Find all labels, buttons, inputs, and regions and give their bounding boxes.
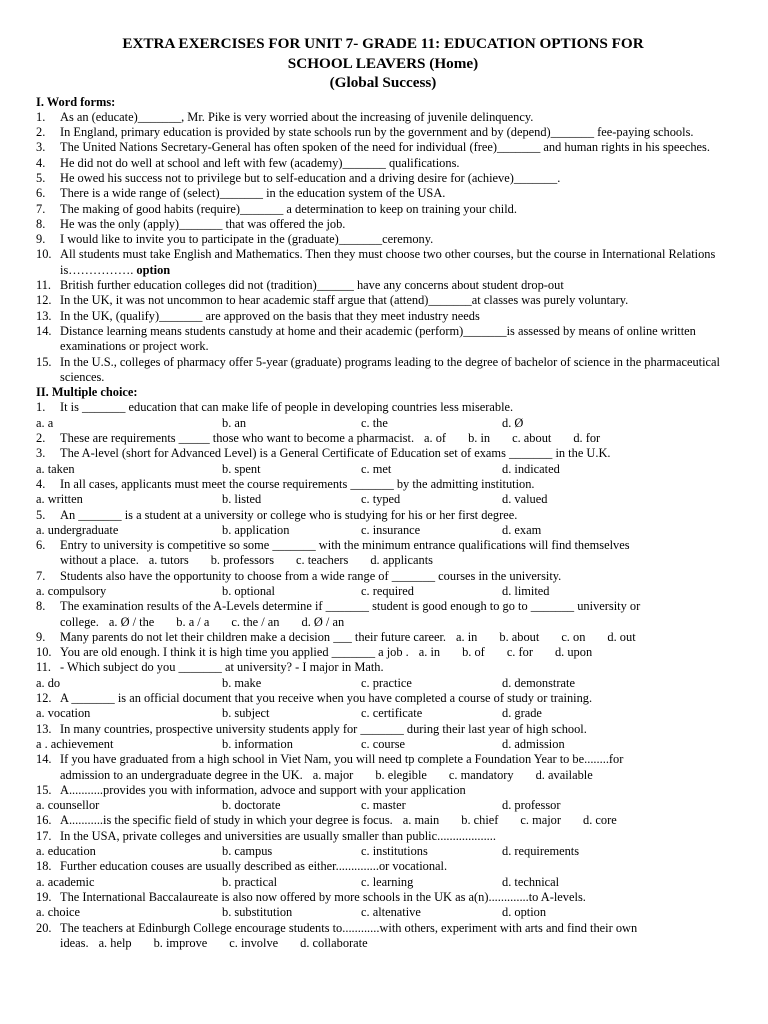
question-text: The A-level (short for Advanced Level) is a General Certificate of Education set of exams _______ in the U.K.: [60, 446, 611, 461]
word-form-question: [36, 171, 730, 186]
mc-question: [36, 890, 730, 905]
answer-option: b. information: [222, 736, 293, 751]
mc-question: [36, 446, 730, 461]
answer-options-row: [36, 676, 730, 691]
answer-option: c. major: [520, 813, 562, 828]
question-text-line: [60, 477, 730, 492]
question-text-line: [60, 752, 730, 767]
question-number: 11.: [36, 660, 52, 675]
question-text: He was the only (apply)_______ that was offered the job.: [60, 216, 346, 231]
question-number: 2.: [36, 431, 46, 446]
question-number: 13.: [36, 721, 52, 736]
question-text-line: [60, 508, 730, 523]
question-text-line: [60, 553, 730, 568]
answer-options-row: [36, 798, 730, 813]
question-text: In the U.S., colleges of pharmacy offer 5-year (graduate) programs leading to the degree of bachelor of science in the pharmaceutical sciences.: [60, 354, 720, 384]
answer-option: d. option: [502, 905, 547, 920]
answer-option: b. chief: [461, 813, 499, 828]
answer-option: a. choice: [36, 905, 81, 920]
answer-option: d. professor: [502, 798, 561, 813]
answer-option: d. technical: [502, 874, 560, 889]
mc-question: [36, 431, 730, 446]
answer-option: d. available: [535, 767, 593, 782]
answer-option: c. on: [561, 629, 586, 644]
question-text: An _______ is a student at a university or college who is studying for his or her first degree.: [60, 507, 518, 522]
question-number: 4.: [36, 155, 46, 170]
word-form-question: [36, 140, 730, 155]
answer-option: d. core: [583, 813, 617, 828]
answer-option: a. tutors: [148, 553, 189, 568]
word-form-question: [36, 247, 730, 278]
mc-question: [36, 645, 730, 660]
answer-option: a . achievement: [36, 736, 114, 751]
answer-option: b. an: [222, 415, 247, 430]
question-text-line: [60, 538, 730, 553]
answer-option: d. upon: [554, 645, 593, 660]
answer-option: d. collaborate: [300, 935, 368, 950]
question-text: The making of good habits (require)_______ a determination to keep on training your child.: [60, 201, 517, 216]
question-number: 10.: [36, 645, 52, 660]
answer-options-row: [36, 844, 730, 859]
question-text-line: [60, 768, 730, 783]
title-line-1: EXTRA EXERCISES FOR UNIT 7- GRADE 11: EDUCATION OPTIONS FOR: [122, 35, 644, 52]
answer-option: c. learning: [361, 874, 414, 889]
question-text: In all cases, applicants must meet the course requirements _______ by the admitting institution.: [60, 476, 535, 491]
question-text-line: [60, 630, 730, 645]
answer-option: b. optional: [222, 584, 275, 598]
multiple-choice-list: [36, 400, 730, 951]
question-text: In the USA, private colleges and universities are usually smaller than public...................: [60, 828, 496, 843]
answer-option: c. typed: [361, 492, 401, 507]
question-text: A _______ is an official document that you receive when you have completed a course of study or training.: [60, 691, 593, 706]
question-number: 6.: [36, 186, 46, 201]
question-text: These are requirements _____ those who want to become a pharmacist.: [60, 431, 415, 446]
question-number: 9.: [36, 629, 46, 644]
answer-option: b. about: [499, 629, 540, 644]
word-form-question: [36, 202, 730, 217]
question-text-line: [60, 691, 730, 706]
answer-option: a. a: [36, 415, 54, 430]
question-text: All students must take English and Mathematics. Then they must choose two other courses, but the course in International Relations is…………….: [60, 247, 716, 277]
mc-question: [36, 569, 730, 584]
question-number: 14.: [36, 323, 52, 338]
mc-question: [36, 477, 730, 492]
answer-hint: option: [136, 262, 171, 277]
answer-option: b. improve: [153, 935, 208, 950]
question-text: He owed his success not to privilege but to self-education and a driving desire for (achieve)_______.: [60, 170, 561, 185]
question-number: 3.: [36, 140, 46, 155]
answer-option: b. spent: [222, 461, 261, 476]
mc-question: [36, 829, 730, 844]
question-number: 11.: [36, 278, 52, 293]
answer-options-row: [36, 462, 730, 477]
question-text: A...........is the specific field of study in which your degree is focus.: [60, 813, 393, 828]
question-number: 6.: [36, 538, 46, 553]
question-text-line: [60, 722, 730, 737]
answer-option: a. written: [36, 492, 83, 507]
mc-question: [36, 630, 730, 645]
answer-option: b. substitution: [222, 905, 293, 920]
answer-option: a. education: [36, 844, 96, 859]
answer-option: a. taken: [36, 461, 75, 476]
answer-option: a. major: [312, 767, 354, 782]
question-text: In the UK, it was not uncommon to hear academic staff argue that (attend)_______at classes was purely voluntary.: [60, 293, 629, 308]
answer-option: c. the / an: [231, 614, 280, 629]
word-form-question: [36, 217, 730, 232]
word-form-question: [36, 278, 730, 293]
answer-option: c. institutions: [361, 844, 428, 859]
question-text: I would like to invite you to participate in the (graduate)_______ceremony.: [60, 232, 434, 247]
question-number: 14.: [36, 752, 52, 767]
question-number: 15.: [36, 782, 52, 797]
mc-question: [36, 752, 730, 783]
answer-option: d. valued: [502, 492, 548, 507]
question-text: There is a wide range of (select)_______ in the education system of the USA.: [60, 186, 446, 201]
title-line-3: (Global Success): [329, 74, 437, 91]
question-number: 7.: [36, 201, 46, 216]
question-text: The teachers at Edinburgh College encourage students to............with others, experiment with arts and find their own: [60, 920, 638, 935]
question-number: 12.: [36, 691, 52, 706]
answer-option: a. compulsory: [36, 584, 107, 598]
answer-option: c. teachers: [296, 553, 349, 568]
question-text: Many parents do not let their children make a decision ___ their future career.: [60, 629, 447, 644]
answer-option: c. course: [361, 736, 406, 751]
answer-option: b. elegible: [375, 767, 427, 782]
mc-question: [36, 691, 730, 706]
question-number: 15.: [36, 354, 52, 369]
question-text: In the UK, (qualify)_______ are approved on the basis that they meet industry needs: [60, 308, 480, 323]
answer-option: d. out: [607, 629, 636, 644]
question-number: 7.: [36, 568, 46, 583]
section-heading-word-forms: I. Word forms:: [36, 94, 116, 109]
mc-question: [36, 813, 730, 828]
mc-question: [36, 599, 730, 630]
answer-option: c. master: [361, 798, 406, 813]
answer-option: b. application: [222, 522, 290, 537]
answer-option: d. demonstrate: [502, 675, 575, 690]
mc-question: [36, 660, 730, 675]
question-text-line: [60, 660, 730, 675]
question-text-line: [60, 431, 730, 446]
answer-option: a. academic: [36, 874, 95, 889]
word-form-question: [36, 293, 730, 308]
question-number: 16.: [36, 813, 52, 828]
answer-option: a. main: [402, 813, 440, 828]
word-form-question: [36, 232, 730, 247]
answer-option: b. professors: [210, 553, 275, 568]
question-text-line: [60, 569, 730, 584]
answer-option: a. help: [98, 935, 132, 950]
question-number: 20.: [36, 920, 52, 935]
mc-question: [36, 859, 730, 874]
question-text-line: [60, 783, 730, 798]
answer-option: d. grade: [502, 706, 542, 721]
question-text-line: [60, 599, 730, 614]
question-number: 1.: [36, 109, 46, 124]
question-text: without a place.: [60, 553, 139, 568]
word-form-question: [36, 125, 730, 140]
question-text-line: [60, 829, 730, 844]
question-text-line: [60, 813, 730, 828]
question-text: In England, primary education is provided by state schools run by the government and by (depend)_______ fee-paying schools.: [60, 125, 694, 140]
answer-option: a. in: [418, 645, 441, 660]
question-number: 5.: [36, 507, 46, 522]
question-text-line: [60, 921, 730, 936]
question-text-line: [60, 890, 730, 905]
mc-question: [36, 538, 730, 569]
word-form-question: [36, 309, 730, 324]
answer-option: c. practice: [361, 675, 412, 690]
answer-option: c. insurance: [361, 522, 421, 537]
question-number: 2.: [36, 125, 46, 140]
question-text: The International Baccalaureate is also now offered by more schools in the UK as a(n).............to A-levels.: [60, 889, 586, 904]
answer-options-row: [36, 584, 730, 599]
answer-option: d. admission: [502, 736, 565, 751]
question-text: If you have graduated from a high school in Viet Nam, you will need tp complete a Foundation Year to be........for: [60, 752, 624, 767]
question-text: Entry to university is competitive so some _______ with the minimum entrance qualifications will find themselves: [60, 538, 630, 553]
question-text: It is _______ education that can make life of people in developing countries less miserable.: [60, 400, 514, 415]
question-number: 3.: [36, 446, 46, 461]
question-text-line: [60, 615, 730, 630]
answer-option: b. listed: [222, 492, 262, 507]
question-text: As an (educate)_______, Mr. Pike is very worried about the increasing of juvenile delinquency.: [60, 109, 534, 124]
answer-option: c. met: [361, 461, 392, 476]
answer-option: a. in: [456, 629, 478, 644]
question-number: 19.: [36, 889, 52, 904]
question-text: In many countries, prospective university students apply for _______ during their last year of high school.: [60, 721, 587, 736]
question-number: 18.: [36, 859, 52, 874]
question-text-line: [60, 400, 730, 415]
title-line-2: SCHOOL LEAVERS (Home): [287, 54, 479, 72]
mc-question: [36, 508, 730, 523]
answer-option: a. undergraduate: [36, 522, 119, 537]
question-text-line: [60, 446, 730, 461]
answer-option: b. subject: [222, 706, 270, 721]
answer-option: a. Ø / the: [108, 614, 155, 629]
answer-option: b. doctorate: [222, 798, 281, 813]
question-text: Distance learning means students canstudy at home and their academic (perform)_______is assessed by means of online written examinations or project work.: [60, 323, 696, 354]
mc-question: [36, 921, 730, 952]
answer-option: d. exam: [502, 522, 542, 537]
answer-options-row: [36, 492, 730, 507]
question-text: admission to an undergraduate degree in the UK.: [60, 767, 303, 782]
answer-option: b. of: [462, 645, 485, 660]
word-forms-list: [36, 110, 730, 385]
mc-question: [36, 400, 730, 415]
question-text: college.: [60, 614, 99, 629]
answer-option: c. for: [506, 645, 533, 660]
question-text-line: [60, 645, 730, 660]
answer-option: d. requirements: [502, 844, 580, 859]
answer-option: b. campus: [222, 844, 273, 859]
question-number: 17.: [36, 828, 52, 843]
answer-option: a. of: [424, 431, 447, 446]
question-number: 9.: [36, 232, 46, 247]
answer-option: d. for: [573, 431, 601, 446]
answer-option: d. limited: [502, 584, 550, 598]
word-form-question: [36, 186, 730, 201]
answer-option: c. about: [512, 431, 552, 446]
answer-option: b. make: [222, 675, 262, 690]
answer-option: b. practical: [222, 874, 278, 889]
word-form-question: [36, 110, 730, 125]
answer-option: c. required: [361, 584, 414, 598]
question-text: The United Nations Secretary-General has often spoken of the need for individual (free)_______ and human rights in his speeches.: [60, 140, 710, 155]
question-text: ideas.: [60, 935, 89, 950]
answer-option: d. Ø: [502, 415, 524, 430]
question-text: He did not do well at school and left with few (academy)_______ qualifications.: [60, 155, 460, 170]
question-text: Students also have the opportunity to choose from a wide range of _______ courses in the university.: [60, 568, 562, 583]
question-text-line: [60, 936, 730, 951]
answer-option: b. in: [468, 431, 491, 446]
question-number: 8.: [36, 599, 46, 614]
word-form-question: [36, 324, 730, 355]
word-form-question: [36, 156, 730, 171]
question-text: The examination results of the A-Levels determine if _______ student is good enough to go to _______ university or: [60, 599, 641, 614]
question-number: 10.: [36, 247, 52, 262]
answer-option: a. do: [36, 675, 61, 690]
word-form-question: [36, 355, 730, 386]
answer-option: a. vocation: [36, 706, 91, 721]
question-number: 12.: [36, 293, 52, 308]
answer-option: d. Ø / an: [301, 614, 345, 629]
answer-option: c. mandatory: [448, 767, 514, 782]
answer-options-row: [36, 706, 730, 721]
mc-question: [36, 722, 730, 737]
answer-option: a. counsellor: [36, 798, 100, 813]
answer-options-row: [36, 875, 730, 890]
question-number: 1.: [36, 400, 46, 415]
answer-options-row: [36, 416, 730, 431]
answer-options-row: [36, 523, 730, 538]
answer-option: d. applicants: [370, 553, 433, 568]
question-number: 4.: [36, 476, 46, 491]
answer-option: b. a / a: [176, 614, 210, 629]
answer-option: c. involve: [229, 935, 279, 950]
question-text: - Which subject do you _______ at university? - I major in Math.: [60, 660, 384, 675]
question-text: A...........provides you with information, advoce and support with your application: [60, 782, 466, 797]
answer-option: d. indicated: [502, 461, 560, 476]
section-heading-multiple-choice: II. Multiple choice:: [36, 385, 138, 400]
question-number: 13.: [36, 308, 52, 323]
answer-options-row: [36, 737, 730, 752]
question-text: You are old enough. I think it is high time you applied _______ a job .: [60, 645, 409, 660]
mc-question: [36, 783, 730, 798]
question-text-line: [60, 859, 730, 874]
answer-option: c. the: [361, 415, 388, 430]
question-number: 8.: [36, 216, 46, 231]
question-number: 5.: [36, 170, 46, 185]
answer-option: c. certificate: [361, 706, 423, 721]
answer-option: c. altenative: [361, 905, 421, 920]
question-text: Further education couses are usually described as either..............or vocational.: [60, 859, 448, 874]
question-text: British further education colleges did not (tradition)______ have any concerns about student drop-out: [60, 278, 564, 293]
answer-options-row: [36, 905, 730, 920]
